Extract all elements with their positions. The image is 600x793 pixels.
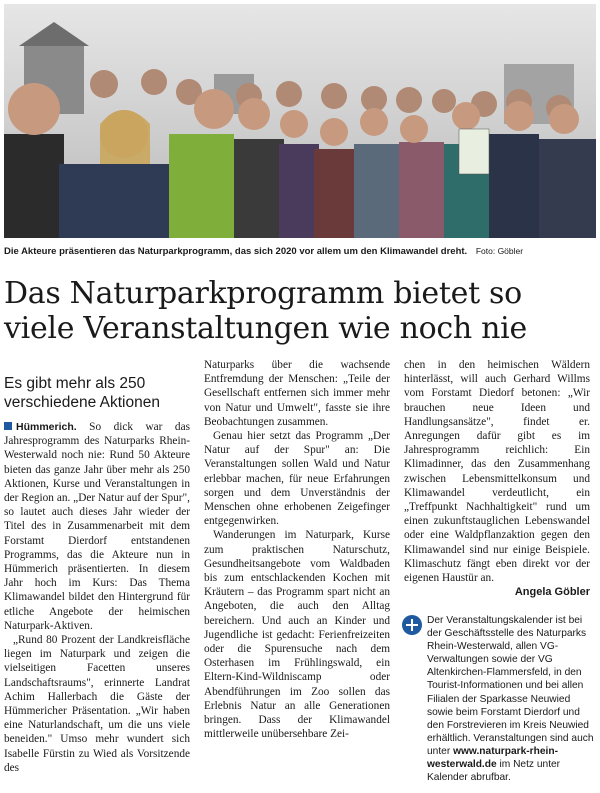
paragraph: Wanderungen im Naturpark, Kurse zum praktischen Naturschutz, Gesundheitsangebote vom Waldbaden bis zum entschlackenden Kochen mit Kräutern – das Programm spart nicht an Angeboten, die auch den Alltag bereichern. Und auch an Kinder und Jugendliche ist gedacht: Ferienfreizeiten oder die Spurensuche nach dem Osterhasen im Frühlingswald, ein Eltern-Kind-Wildniscamp oder Abendführungen im Zoo sollen das Erlebnis Natur an alle Generationen bringen. Dass der Klimawandel mittlerweile unübersehbare Zei- [204,529,390,741]
article-column-2 [204,358,390,741]
info-text-end: im Netz unter Kalender abrufbar. [427,759,561,784]
group-photo [4,4,596,238]
photo-caption [4,246,596,257]
plus-icon [402,615,422,635]
paragraph: Genau hier setzt das Programm „Der Natur auf der Spur" an: Die Veranstaltungen sollen Wald und Natur erlebbar machen, für neue Erfahrungen sorgen und dem Unverständnis der Menschen ohne erhobenen Zeigefinger entgegenwirken. [204,430,390,528]
paragraph: „Rund 80 Prozent der Landkreisfläche liegen im Naturpark und zeigen die vielseitigen Facetten unseres Landschaftsraums", erinnerte Landrat Achim Hallerbach die Gäste der Hümmericher Präsentation. „Wir haben eine Naturlandschaft, um die uns viele beneiden." Umso mehr wundert sich Isabelle Fürstin zu Wied als Vorsitzende des [4,634,190,774]
paragraph-text: So dick war das Jahresprogramm des Naturparks Rhein-Westerwald noch nie: Rund 50 Akteure bieten das ganze Jahr über mehr als 250 Aktionen, Kurse und Veranstaltungen in der Region an. „Der Natur auf der Spur", so lautet auch dieses Jahr wieder der Titel des in Zusammenarbeit mit dem Forstamt Dierdorf entstandenen Programms, das die Akteure nun in Hümmerich präsentierten. In diesem Jahr hoch im Kurs: Das Thema Klimawandel bildet den Hintergrund für etliche Angebote der heimischen Naturpark-Aktiven. [4,421,190,632]
headline-line-1: Das Naturparkprogramm bietet so [4,276,522,311]
caption-text: Die Akteure präsentieren das Naturparkprogramm, das sich 2020 vor allem um den Klimawandel dreht. [4,246,468,257]
subheadline [4,374,189,412]
website-link[interactable]: www.naturpark-rhein-westerwald.de [427,745,558,771]
group-photo-icon [4,4,596,238]
headline [4,276,596,346]
info-box [402,614,594,784]
info-text: Der Veranstaltungskalender ist bei der Geschäftsstelle des Naturparks Rhein-Westerwald, allen VG-Verwaltungen sowie der VG Altenkirchen-Flammersfeld, in den Tourist-Informationen und bei allen Filialen der Sparkasse Neuwied sowie beim Forstamt Dierdorf und den Forstrevieren im Kreis Neuwied erhältlich. Veranstaltungen sind auch unter [427,615,594,757]
photo-credit: Foto: Göbler [475,246,524,256]
paragraph: chen in den heimischen Wäldern hinterlässt, will auch Gerhard Willms vom Forstamt Diedorf betonen: „Wir brauchen neue Ideen und Handlungsansätze", findet er. Anregungen dafür gibt es im Jahresprogramm reichlich: Ein Klimadinner, das den Zusammenhang zwischen Lebensmittelkonsum und Klimawandel verdeutlicht, ein „Treffpunkt Nachhaltigkeit" rund um einen zukunftstauglichen Lebenswandel oder eine Waldpflanzaktion gegen den Klimawandel sind nur einige Beispiele. Klimaschutz fängt eben direkt vor der eigenen Haustür an. [404,359,590,585]
article-column-1 [4,420,190,775]
info-box-text [402,614,594,784]
headline-line-2: viele Veranstaltungen wie noch nie [4,311,527,346]
dateline: Hümmerich. [16,421,77,433]
paragraph [4,420,190,633]
subheadline-line-1: Es gibt mehr als 250 [4,375,146,392]
article-column-3 [404,358,590,599]
subheadline-line-2: verschiedene Aktionen [4,394,160,411]
paragraph: Naturparks über die wachsende Entfremdung der Menschen: „Teile der Gesellschaft entfernen sich immer mehr von Natur und Umwelt", fasste sie ihre Beobachtungen zusammen. [204,359,390,428]
author-byline: Angela Göbler [514,586,590,599]
dateline-marker-icon [4,422,12,430]
